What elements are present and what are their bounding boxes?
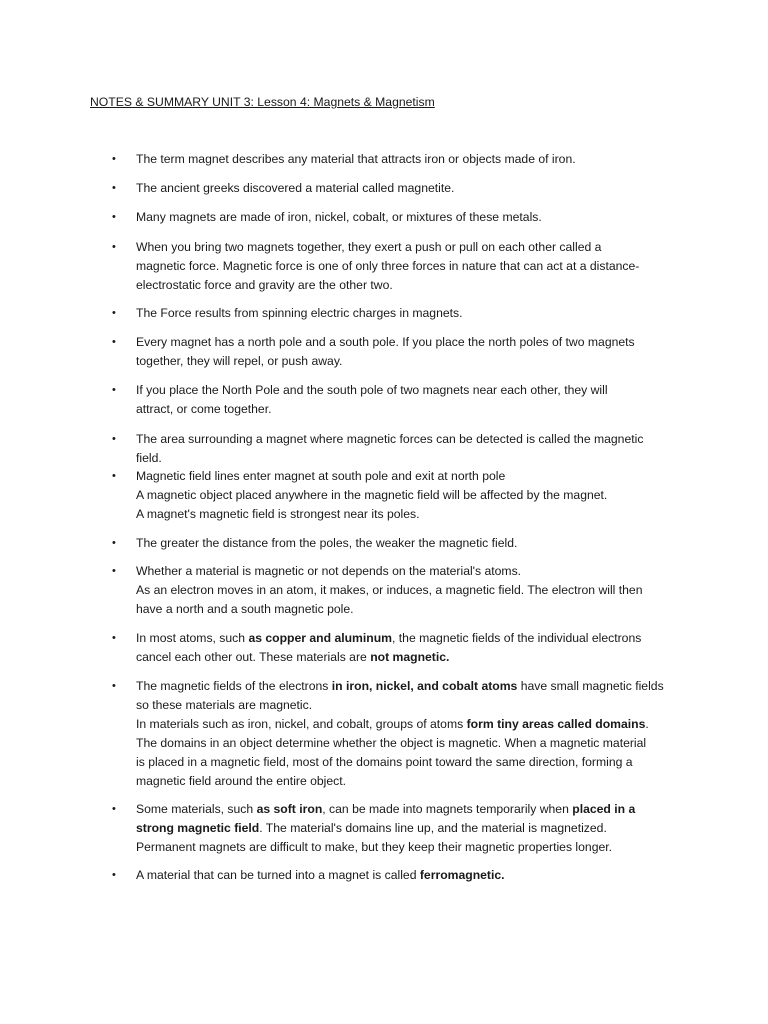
bullet-icon: • [112, 307, 116, 319]
list-item-text [136, 208, 684, 227]
list-item-text [136, 866, 684, 885]
text-line [136, 449, 684, 468]
bold-text: not magnetic. [370, 650, 450, 664]
text-run: The term magnet describes any material that attracts iron or objects made of iron. [136, 152, 576, 166]
bullet-icon: • [112, 565, 116, 577]
text-run: The magnetic fields of the electrons [136, 679, 332, 693]
list-item-text [136, 304, 684, 323]
bold-text: as soft iron [256, 802, 323, 816]
text-run: As an electron moves in an atom, it makes, or induces, a magnetic field. The electron will then [136, 583, 643, 597]
list-item-text [136, 534, 684, 553]
bold-text: ferromagnetic. [419, 868, 505, 882]
text-line [136, 505, 684, 524]
list-item-text [136, 150, 684, 169]
text-run: In most atoms, such [136, 631, 249, 645]
text-line [136, 753, 684, 772]
list-item-text [136, 430, 684, 468]
text-run: electrostatic force and gravity are the other two. [136, 278, 393, 292]
text-run: Many magnets are made of iron, nickel, cobalt, or mixtures of these metals. [136, 210, 542, 224]
bullet-icon: • [112, 869, 116, 881]
text-run: attract, or come together. [136, 402, 272, 416]
text-run: cancel each other out. These materials are [136, 650, 371, 664]
list-item-text [136, 238, 684, 295]
bold-text: form tiny areas called domains [466, 717, 646, 731]
text-run: magnetic force. Magnetic force is one of only three forces in nature that can act at a distance- [136, 259, 640, 273]
bullet-icon: • [112, 433, 116, 445]
bullet-icon: • [112, 153, 116, 165]
text-run: A material that can be turned into a magnet is called [136, 868, 420, 882]
text-run: The Force results from spinning electric charges in magnets. [136, 306, 463, 320]
text-line [136, 715, 684, 734]
text-line [136, 562, 684, 581]
text-run: so these materials are magnetic. [136, 698, 313, 712]
text-line [136, 486, 684, 505]
list-item-text [136, 467, 684, 524]
text-run: Magnetic field lines enter magnet at south pole and exit at north pole [136, 469, 506, 483]
text-line [136, 430, 684, 449]
bullet-icon: • [112, 632, 116, 644]
text-line [136, 629, 684, 648]
text-line [136, 381, 684, 400]
text-run: Permanent magnets are difficult to make, but they keep their magnetic properties longer. [136, 840, 613, 854]
text-run: A magnet's magnetic field is strongest near its poles. [136, 507, 420, 521]
text-run: When you bring two magnets together, they exert a push or pull on each other called a [136, 240, 602, 254]
text-run: . The material's domains line up, and the material is magnetized. [259, 821, 607, 835]
bullet-icon: • [112, 470, 116, 482]
text-run: have small magnetic fields [517, 679, 664, 693]
text-line [136, 400, 684, 419]
text-line [136, 838, 684, 857]
text-run: , the magnetic fields of the individual electrons [392, 631, 642, 645]
text-line [136, 208, 684, 227]
list-item-text [136, 629, 684, 667]
text-run: The domains in an object determine whether the object is magnetic. When a magnetic material [136, 736, 647, 750]
text-run: The area surrounding a magnet where magnetic forces can be detected is called the magnetic [136, 432, 644, 446]
text-line [136, 257, 684, 276]
text-run: field. [136, 451, 162, 465]
text-line [136, 648, 684, 667]
text-line [136, 677, 684, 696]
text-run: is placed in a magnetic field, most of the domains point toward the same direction, forming a [136, 755, 633, 769]
text-run: The ancient greeks discovered a material called magnetite. [136, 181, 455, 195]
list-item-text [136, 381, 684, 419]
bullet-icon: • [112, 182, 116, 194]
text-run: Some materials, such [136, 802, 257, 816]
text-line [136, 819, 684, 838]
text-line [136, 696, 684, 715]
bullet-icon: • [112, 211, 116, 223]
text-run: have a north and a south magnetic pole. [136, 602, 354, 616]
text-line [136, 179, 684, 198]
text-run: If you place the North Pole and the south pole of two magnets near each other, they will [136, 383, 608, 397]
text-line [136, 734, 684, 753]
text-run: magnetic field around the entire object. [136, 774, 347, 788]
text-line [136, 150, 684, 169]
text-line [136, 352, 684, 371]
text-line [136, 276, 684, 295]
text-run: . [645, 717, 649, 731]
text-run: , can be made into magnets temporarily when [322, 802, 573, 816]
list-item-text [136, 333, 684, 371]
list-item-text [136, 800, 684, 857]
text-line [136, 238, 684, 257]
bold-text: as copper and aluminum [248, 631, 393, 645]
text-line [136, 866, 684, 885]
list-item-text [136, 677, 684, 791]
bullet-icon: • [112, 680, 116, 692]
text-run: Every magnet has a north pole and a south pole. If you place the north poles of two magnets [136, 335, 635, 349]
list-item-text [136, 562, 684, 619]
text-line [136, 467, 684, 486]
text-line [136, 600, 684, 619]
text-line [136, 581, 684, 600]
bullet-icon: • [112, 803, 116, 815]
list-item-text [136, 179, 684, 198]
bullet-icon: • [112, 537, 116, 549]
bold-text: strong magnetic field [136, 821, 260, 835]
bullet-icon: • [112, 384, 116, 396]
text-line [136, 772, 684, 791]
text-line [136, 304, 684, 323]
text-run: Whether a material is magnetic or not depends on the material's atoms. [136, 564, 522, 578]
text-run: A magnetic object placed anywhere in the magnetic field will be affected by the magnet. [136, 488, 608, 502]
text-line [136, 534, 684, 553]
text-run: In materials such as iron, nickel, and cobalt, groups of atoms [136, 717, 467, 731]
bullet-icon: • [112, 241, 116, 253]
text-line [136, 333, 684, 352]
bold-text: in iron, nickel, and cobalt atoms [331, 679, 518, 693]
bullet-icon: • [112, 336, 116, 348]
text-line [136, 800, 684, 819]
text-run: The greater the distance from the poles, the weaker the magnetic field. [136, 536, 518, 550]
text-run: together, they will repel, or push away. [136, 354, 343, 368]
page-title: NOTES & SUMMARY UNIT 3: Lesson 4: Magnets & Magnetism [90, 95, 435, 109]
bold-text: placed in a [572, 802, 636, 816]
